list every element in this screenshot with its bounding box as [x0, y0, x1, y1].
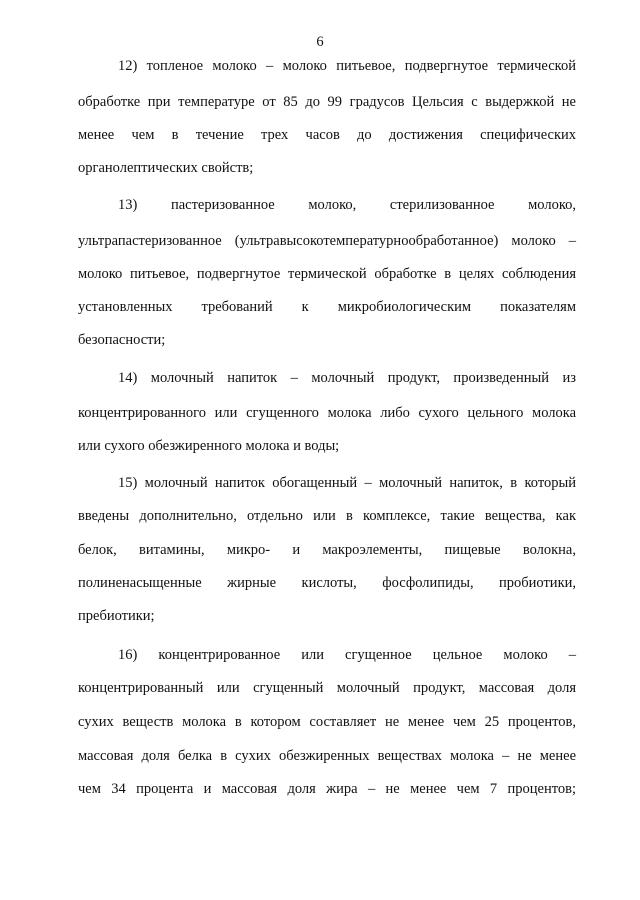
text-line: введены дополнительно, отдельно или в комплексе, такие вещества, как: [78, 508, 576, 524]
text-line: концентрированного или сгущенного молока либо сухого цельного молока: [78, 405, 576, 421]
text-line: 13) пастеризованное молоко, стерилизованное молоко,: [118, 197, 576, 213]
text-line: массовая доля белка в сухих обезжиренных веществах молока – не менее: [78, 748, 576, 764]
text-line: 14) молочный напиток – молочный продукт, произведенный из: [118, 370, 576, 386]
text-line: молоко питьевое, подвергнутое термической обработке в целях соблюдения: [78, 266, 576, 282]
text-line: полиненасыщенные жирные кислоты, фосфолипиды, пробиотики,: [78, 575, 576, 591]
text-line: концентрированный или сгущенный молочный продукт, массовая доля: [78, 680, 576, 696]
text-line: белок, витамины, микро- и макроэлементы, пищевые волокна,: [78, 542, 576, 558]
text-line: безопасности;: [78, 332, 166, 348]
text-line: органолептических свойств;: [78, 160, 254, 176]
page-number: 6: [316, 34, 324, 50]
text-line: сухих веществ молока в котором составляет не менее чем 25 процентов,: [78, 714, 576, 730]
text-line: 16) концентрированное или сгущенное цельное молоко –: [118, 647, 576, 663]
text-line: менее чем в течение трех часов до достижения специфических: [78, 127, 576, 143]
text-line: или сухого обезжиренного молока и воды;: [78, 438, 340, 454]
text-line: обработке при температуре от 85 до 99 градусов Цельсия с выдержкой не: [78, 94, 576, 110]
text-line: 12) топленое молоко – молоко питьевое, подвергнутое термической: [118, 58, 576, 74]
text-line: 15) молочный напиток обогащенный – молочный напиток, в который: [118, 475, 576, 491]
text-line: пребиотики;: [78, 608, 155, 624]
text-line: чем 34 процента и массовая доля жира – не менее чем 7 процентов;: [78, 781, 576, 797]
text-line: ультрапастеризованное (ультравысокотемпературнообработанное) молоко –: [78, 233, 576, 249]
text-line: установленных требований к микробиологическим показателям: [78, 299, 576, 315]
